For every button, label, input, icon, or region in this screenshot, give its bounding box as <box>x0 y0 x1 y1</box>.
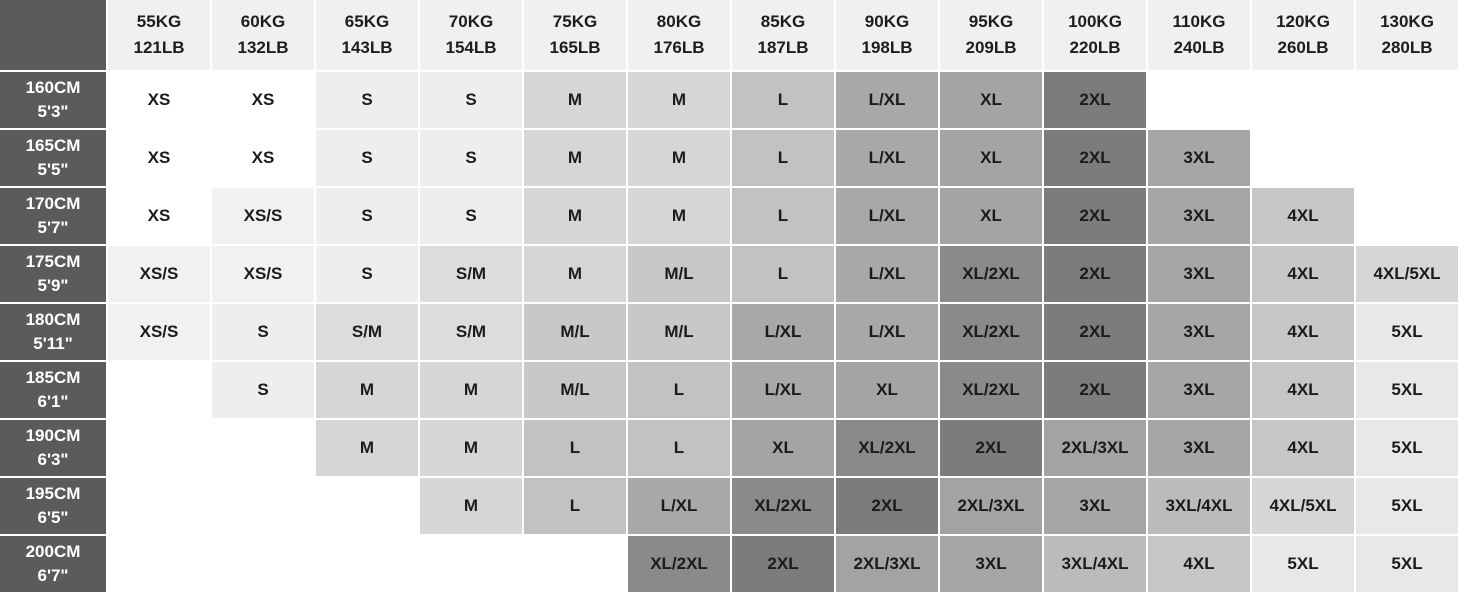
size-cell: M <box>628 72 730 128</box>
size-cell: XL <box>940 188 1042 244</box>
empty-cell <box>212 478 314 534</box>
weight-column-header: 100KG 220LB <box>1044 0 1146 70</box>
size-cell: S <box>316 188 418 244</box>
size-cell: 3XL <box>1148 420 1250 476</box>
height-row-header: 160CM 5'3" <box>0 72 106 128</box>
size-cell: XL/2XL <box>732 478 834 534</box>
size-cell: XS/S <box>108 246 210 302</box>
height-row-header: 175CM 5'9" <box>0 246 106 302</box>
size-cell: 2XL <box>836 478 938 534</box>
height-row-header: 190CM 6'3" <box>0 420 106 476</box>
size-cell: 2XL/3XL <box>1044 420 1146 476</box>
size-cell: M <box>628 130 730 186</box>
empty-cell <box>1356 130 1458 186</box>
size-cell: L/XL <box>732 362 834 418</box>
size-cell: 4XL/5XL <box>1356 246 1458 302</box>
size-cell: L <box>732 72 834 128</box>
size-cell: L <box>628 420 730 476</box>
size-cell: S <box>420 72 522 128</box>
size-cell: 4XL <box>1252 420 1354 476</box>
size-cell: 5XL <box>1252 536 1354 592</box>
size-cell: M <box>524 130 626 186</box>
size-cell: 3XL <box>1044 478 1146 534</box>
size-cell: M/L <box>628 246 730 302</box>
size-cell: M <box>524 188 626 244</box>
size-cell: 5XL <box>1356 478 1458 534</box>
height-row-header: 180CM 5'11" <box>0 304 106 360</box>
size-cell: XS <box>108 130 210 186</box>
size-cell: S <box>316 246 418 302</box>
weight-column-header: 85KG 187LB <box>732 0 834 70</box>
empty-cell <box>108 536 210 592</box>
size-cell: XL <box>732 420 834 476</box>
size-cell: 5XL <box>1356 536 1458 592</box>
size-cell: 3XL <box>1148 246 1250 302</box>
size-cell: 4XL/5XL <box>1252 478 1354 534</box>
empty-cell <box>108 362 210 418</box>
weight-column-header: 110KG 240LB <box>1148 0 1250 70</box>
empty-cell <box>524 536 626 592</box>
size-cell: 3XL <box>1148 362 1250 418</box>
size-cell: L/XL <box>836 304 938 360</box>
size-cell: L <box>732 188 834 244</box>
size-cell: 2XL <box>1044 188 1146 244</box>
size-cell: 2XL <box>1044 130 1146 186</box>
size-cell: XL <box>836 362 938 418</box>
size-cell: 4XL <box>1252 362 1354 418</box>
size-cell: 5XL <box>1356 362 1458 418</box>
size-cell: 4XL <box>1148 536 1250 592</box>
size-cell: XL/2XL <box>628 536 730 592</box>
size-cell: L/XL <box>836 188 938 244</box>
size-cell: L <box>524 420 626 476</box>
size-cell: M <box>316 420 418 476</box>
size-cell: XS/S <box>212 246 314 302</box>
weight-column-header: 95KG 209LB <box>940 0 1042 70</box>
size-cell: XL <box>940 130 1042 186</box>
size-cell: 4XL <box>1252 188 1354 244</box>
size-cell: S <box>316 72 418 128</box>
size-cell: L <box>524 478 626 534</box>
size-cell: S <box>420 188 522 244</box>
size-cell: 2XL <box>1044 246 1146 302</box>
empty-cell <box>1148 72 1250 128</box>
height-row-header: 185CM 6'1" <box>0 362 106 418</box>
size-cell: 3XL <box>1148 188 1250 244</box>
size-cell: L/XL <box>628 478 730 534</box>
weight-column-header: 80KG 176LB <box>628 0 730 70</box>
empty-cell <box>316 478 418 534</box>
size-cell: XS <box>108 188 210 244</box>
weight-column-header: 70KG 154LB <box>420 0 522 70</box>
size-cell: XS/S <box>212 188 314 244</box>
size-cell: XL/2XL <box>940 362 1042 418</box>
size-cell: M <box>628 188 730 244</box>
size-cell: 2XL <box>940 420 1042 476</box>
weight-column-header: 65KG 143LB <box>316 0 418 70</box>
empty-cell <box>212 420 314 476</box>
weight-column-header: 60KG 132LB <box>212 0 314 70</box>
size-cell: 3XL <box>1148 130 1250 186</box>
size-cell: M <box>420 478 522 534</box>
size-cell: L <box>732 246 834 302</box>
size-cell: 2XL <box>1044 72 1146 128</box>
size-cell: M <box>420 362 522 418</box>
size-cell: L <box>628 362 730 418</box>
size-cell: 3XL <box>1148 304 1250 360</box>
size-cell: S <box>316 130 418 186</box>
size-cell: S/M <box>420 246 522 302</box>
size-cell: M <box>524 72 626 128</box>
empty-cell <box>1252 72 1354 128</box>
size-cell: 4XL <box>1252 246 1354 302</box>
size-cell: XS/S <box>108 304 210 360</box>
size-cell: XL <box>940 72 1042 128</box>
size-cell: 2XL/3XL <box>836 536 938 592</box>
size-cell: XS <box>108 72 210 128</box>
size-cell: 2XL/3XL <box>940 478 1042 534</box>
size-cell: S/M <box>420 304 522 360</box>
size-cell: L <box>732 130 834 186</box>
size-cell: S/M <box>316 304 418 360</box>
size-cell: L/XL <box>732 304 834 360</box>
height-row-header: 195CM 6'5" <box>0 478 106 534</box>
weight-column-header: 130KG 280LB <box>1356 0 1458 70</box>
empty-cell <box>1356 72 1458 128</box>
size-cell: XL/2XL <box>836 420 938 476</box>
size-cell: 2XL <box>1044 304 1146 360</box>
size-cell: XL/2XL <box>940 246 1042 302</box>
size-cell: L/XL <box>836 130 938 186</box>
size-cell: 4XL <box>1252 304 1354 360</box>
size-cell: L/XL <box>836 246 938 302</box>
size-cell: L/XL <box>836 72 938 128</box>
size-cell: 3XL/4XL <box>1044 536 1146 592</box>
empty-cell <box>108 478 210 534</box>
height-row-header: 165CM 5'5" <box>0 130 106 186</box>
size-cell: 5XL <box>1356 304 1458 360</box>
weight-column-header: 90KG 198LB <box>836 0 938 70</box>
size-cell: S <box>212 362 314 418</box>
size-cell: M <box>420 420 522 476</box>
size-cell: S <box>212 304 314 360</box>
height-row-header: 170CM 5'7" <box>0 188 106 244</box>
size-cell: M <box>524 246 626 302</box>
empty-cell <box>1252 130 1354 186</box>
table-corner <box>0 0 106 70</box>
weight-column-header: 75KG 165LB <box>524 0 626 70</box>
size-cell: M/L <box>628 304 730 360</box>
size-cell: 3XL/4XL <box>1148 478 1250 534</box>
empty-cell <box>1356 188 1458 244</box>
empty-cell <box>420 536 522 592</box>
empty-cell <box>316 536 418 592</box>
size-cell: 5XL <box>1356 420 1458 476</box>
size-cell: XL/2XL <box>940 304 1042 360</box>
size-cell: 2XL <box>732 536 834 592</box>
size-cell: XS <box>212 72 314 128</box>
size-cell: M/L <box>524 304 626 360</box>
size-cell: M/L <box>524 362 626 418</box>
size-cell: 2XL <box>1044 362 1146 418</box>
size-cell: 3XL <box>940 536 1042 592</box>
empty-cell <box>108 420 210 476</box>
size-cell: S <box>420 130 522 186</box>
size-cell: XS <box>212 130 314 186</box>
height-row-header: 200CM 6'7" <box>0 536 106 592</box>
weight-column-header: 120KG 260LB <box>1252 0 1354 70</box>
size-cell: M <box>316 362 418 418</box>
weight-column-header: 55KG 121LB <box>108 0 210 70</box>
empty-cell <box>212 536 314 592</box>
